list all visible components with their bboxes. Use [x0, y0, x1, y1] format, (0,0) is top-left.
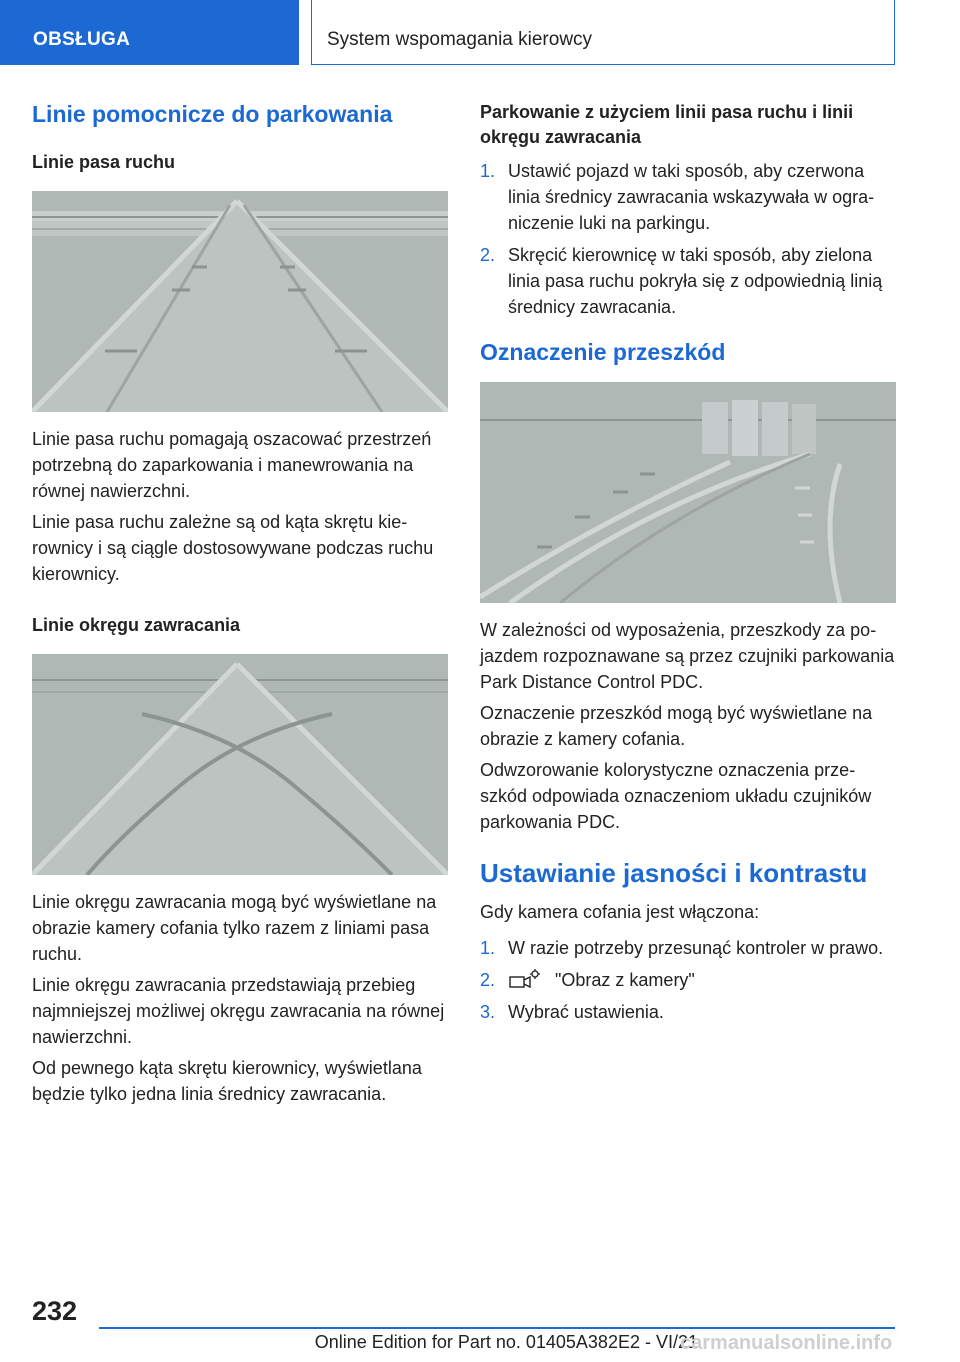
brightness-intro: Gdy kamera cofania jest włączona: [480, 902, 760, 923]
step-number: 1. [480, 938, 496, 959]
lane-lines-image [32, 191, 448, 412]
step-text: "Obraz z kamery" [555, 970, 695, 991]
footer-divider [99, 1327, 895, 1329]
obstacle-paragraph-2: Oznaczenie przeszkód mogą być wyświetlane na obrazie z kamery cofania. [480, 703, 873, 750]
turning-paragraph-2: Linie okręgu zawracania przedstawiają przebieg najmniejszej możliwej okręgu zawracania na równej nawierzchni. [32, 975, 445, 1048]
turning-circle-image [32, 654, 448, 875]
heading-parking-guides: Linie pomocnicze do parkowania [32, 101, 393, 127]
obstacle-marking-image [480, 382, 896, 603]
list-item [480, 999, 896, 1025]
step-text: Ustawić pojazd w taki sposób, aby czerwona linia średnicy zawracania wskazywała w ograniczenie luki na parkingu. [508, 161, 875, 234]
list-item [480, 158, 896, 236]
section-tab: OBSŁUGA [0, 0, 299, 65]
list-item [480, 967, 896, 993]
step-number: 2. [480, 970, 496, 991]
edition-label: Online Edition for Part no. 01405A382E2 - VI/21 [314, 1332, 698, 1352]
brightness-steps [480, 935, 896, 1025]
heading-turning-circle: Linie okręgu zawracania [32, 615, 241, 636]
heading-obstacle-marking: Oznaczenie przeszkód [480, 339, 726, 366]
turning-paragraph-1: Linie okręgu zawracania mogą być wyświetlane na obrazie kamery cofania tylko razem z liniami pasa ruchu. [32, 892, 437, 965]
lane-paragraph-2: Linie pasa ruchu zależne są od kąta skrętu kierownicy i są ciągle dostosowywane podczas ruchu kierownicy. [32, 512, 434, 585]
heading-parking-with-lines: Parkowanie z użyciem linii pasa ruchu i linii okręgu zawracania [480, 102, 854, 148]
camera-settings-icon [508, 968, 542, 990]
list-item [480, 242, 896, 320]
page-number: 232 [32, 1296, 78, 1326]
heading-brightness-contrast: Ustawianie jasności i kontrastu [480, 858, 868, 889]
step-text: Skręcić kierownicę w taki sposób, aby zielona linia pasa ruchu pokryła się z odpowiednią linią średnicy zawracania. [508, 245, 883, 318]
step-text: W razie potrzeby przesunąć kontroler w prawo. [508, 938, 884, 959]
left-column [32, 100, 448, 1112]
chapter-title: System wspomagania kierowcy [311, 0, 895, 65]
list-item [480, 935, 896, 961]
obstacle-paragraph-1: W zależności od wyposażenia, przeszkody za pojazdem rozpoznawane są przez czujniki parkowania Park Distance Control PDC. [480, 620, 895, 693]
right-column [480, 100, 896, 1031]
step-number: 2. [480, 245, 496, 266]
heading-lane-lines: Linie pasa ruchu [32, 151, 176, 172]
step-text: Wybrać ustawienia. [508, 1002, 664, 1023]
parking-steps [480, 158, 896, 320]
lane-paragraph-1: Linie pasa ruchu pomagają oszacować przestrzeń potrzebną do zaparkowania i manewrowania na równej nawierzchni. [32, 429, 432, 502]
turning-paragraph-3: Od pewnego kąta skrętu kierownicy, wyświetlana będzie tylko jedna linia średnicy zawracania. [32, 1058, 422, 1105]
obstacle-paragraph-3: Odwzorowanie kolorystyczne oznaczenia przeszkód odpowiada oznaczeniom układu czujników parkowania PDC. [480, 760, 872, 833]
step-number: 1. [480, 161, 496, 182]
step-number: 3. [480, 1002, 496, 1023]
watermark: carmanualsonline.info [680, 1332, 893, 1354]
